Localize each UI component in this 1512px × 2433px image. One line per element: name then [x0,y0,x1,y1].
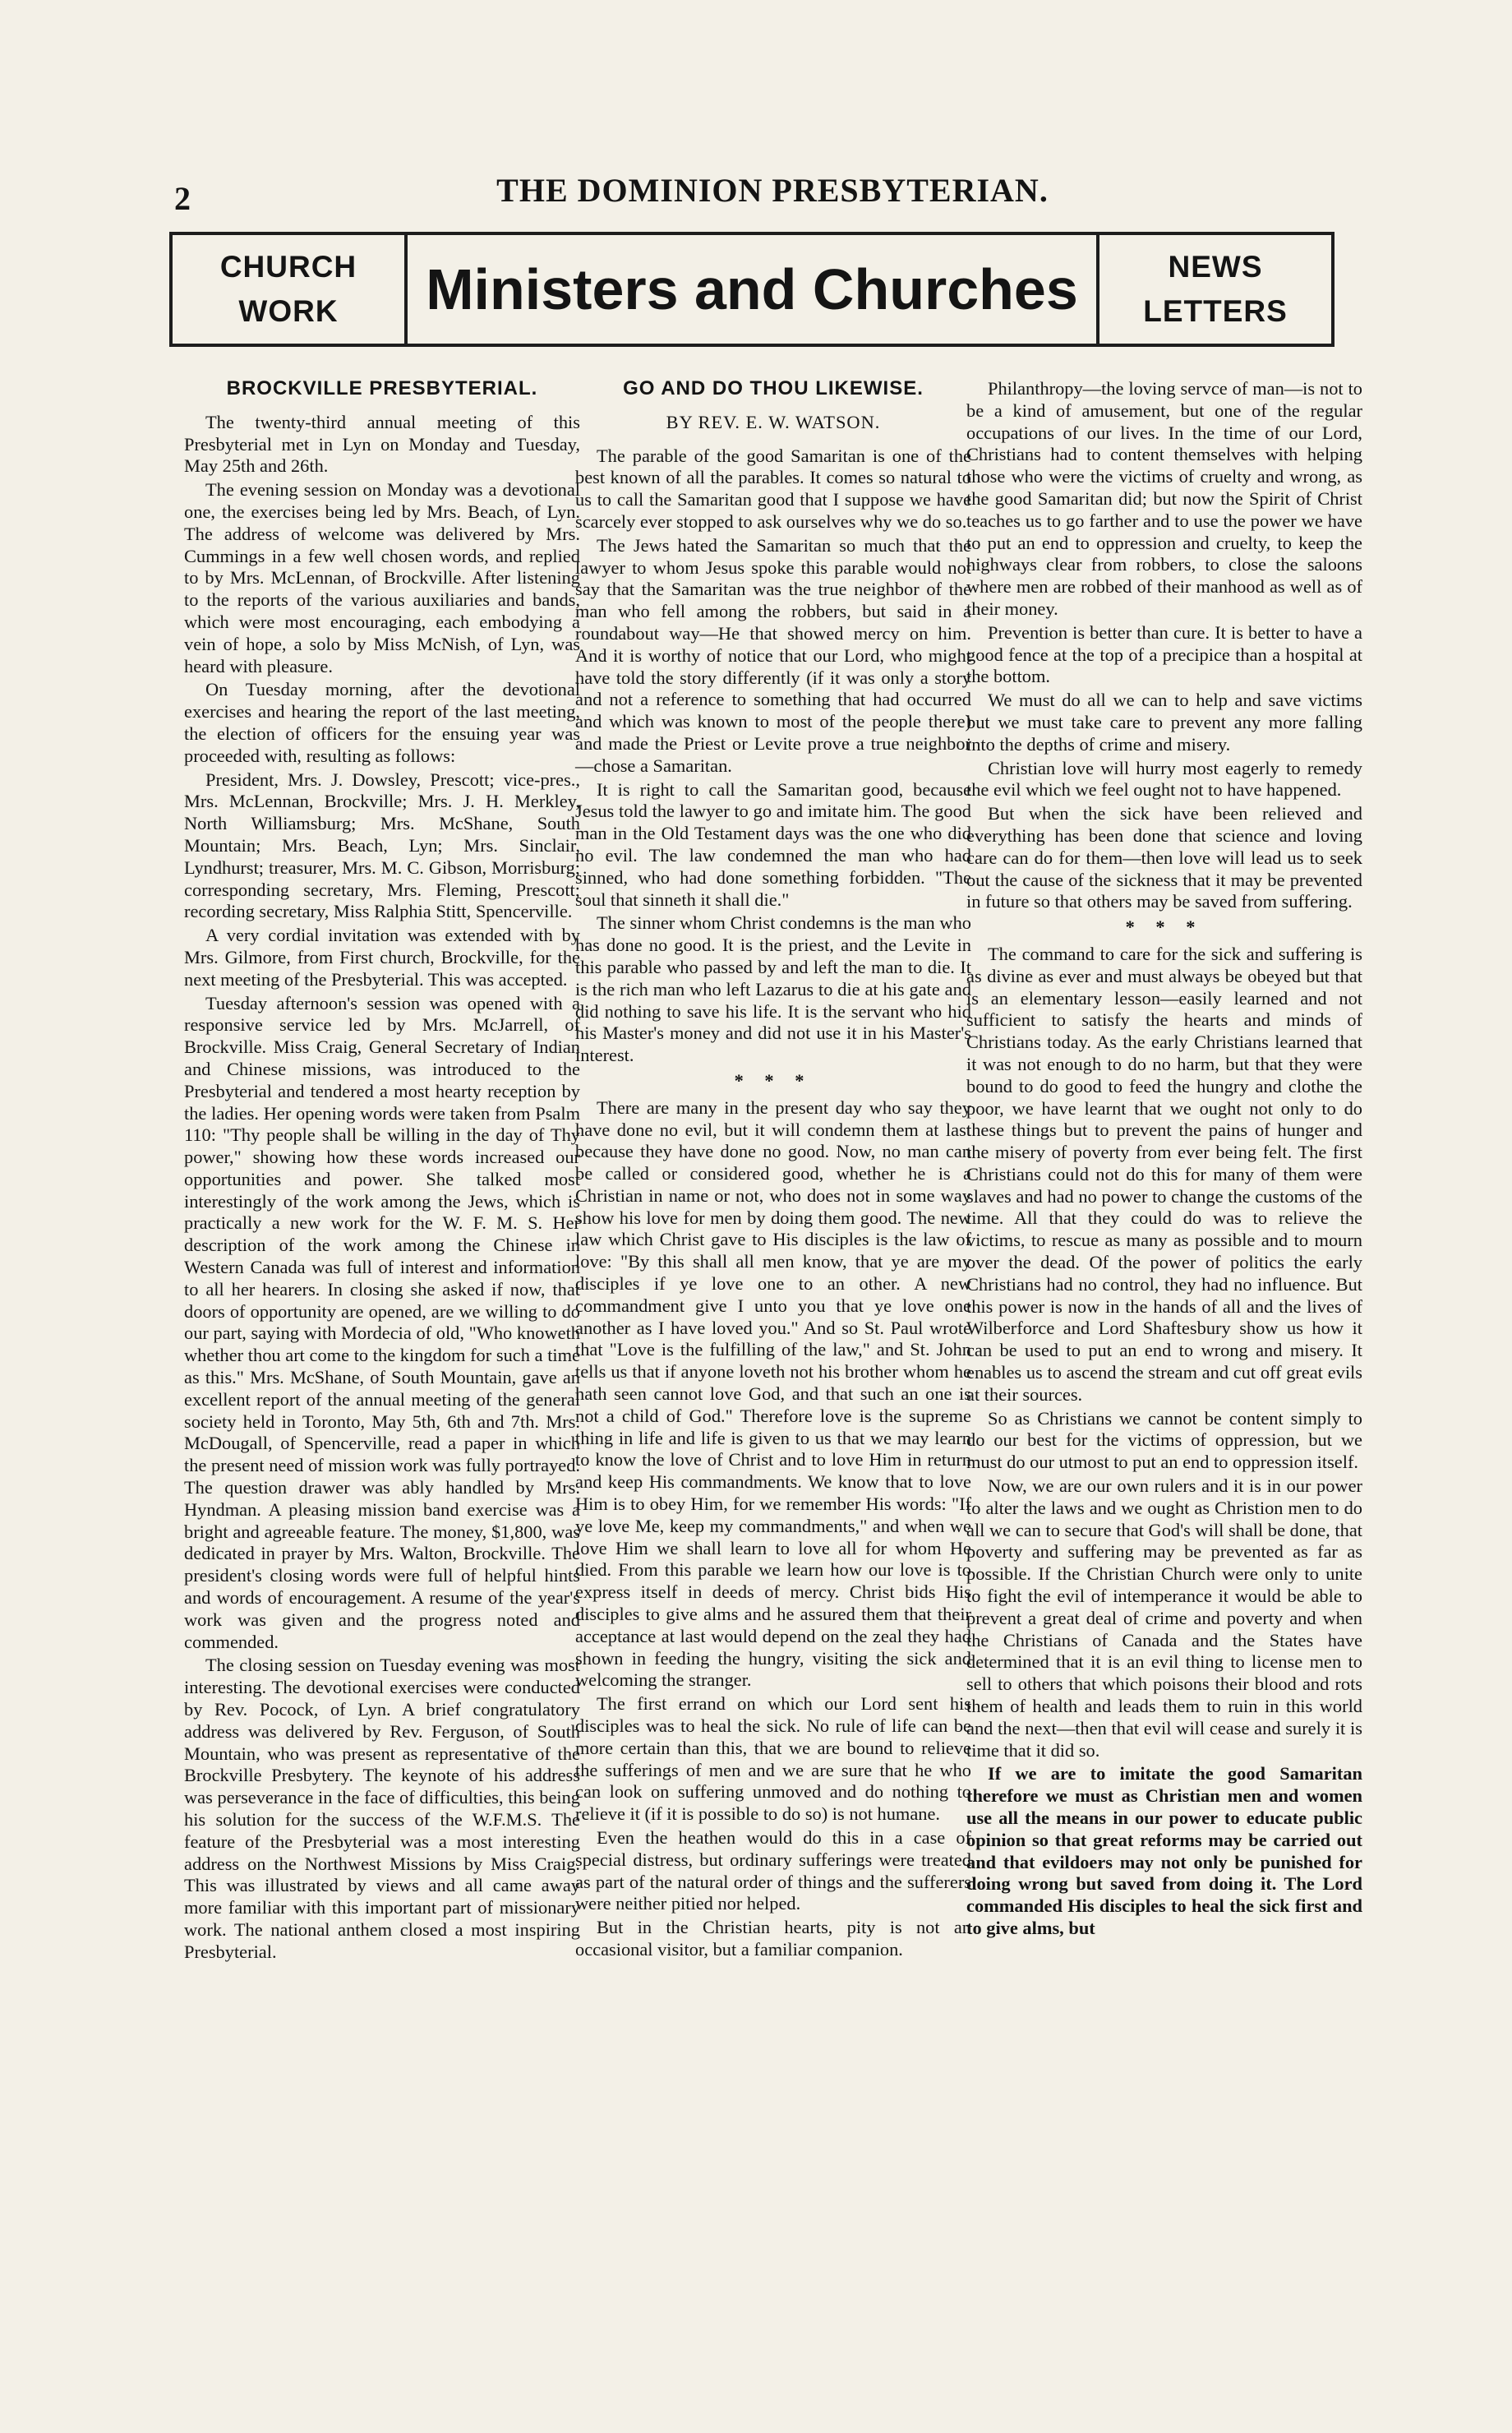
section-banner [169,232,1335,347]
banner-right-line-2: LETTERS [1143,294,1288,328]
paragraph: It is right to call the Samaritan good, because Jesus told the lawyer to go and imitate him. The good man in the Old Testament days was the one who did no evil. The law condemned the man who had sinned, who had done something forbidden. "The soul that sinneth it shall die." [575,778,971,910]
article-heading-brockville: BROCKVILLE PRESBYTERIAL. [226,377,538,399]
paragraph: Even the heathen would do this in a case of special distress, but ordinary sufferings were treated as part of the natural order of things and the sufferers were neither pitied nor helped. [575,1827,971,1914]
byline: BY REV. E. W. WATSON. [666,411,881,432]
paragraph: The closing session on Tuesday evening was most interesting. The devotional exercises were conducted by Rev. Pocock, of Lyn. A brief congratulatory address was delivered by Rev. Ferguson, of South Mountain, who was present as representative of the Brockville Presbytery. The keynote of his address was perseverance in the face of difficulties, this being his solution for the success of the W.F.M.S. The feature of the Presbyterial was a most interesting address on the Northwest Missions by Miss Craig. This was illustrated by views and all came away more familiar with this important part of missionary work. The national anthem closed a most inspiring Presbyterial. [184,1655,580,1962]
paragraph: The sinner whom Christ condemns is the man who has done no good. It is the priest, and the Levite in this parable who passed by and left the man to die. It is the rich man who left Lazarus to die at his gate and did nothing to save his life. It is the servant who hid his Master's money and did not use it in his Master's interest. [575,912,971,1066]
section-separator: * * * [734,1069,813,1091]
paragraph: So as Christians we cannot be content simply to do our best for the victims of oppression, but we must do our utmost to put an end to oppression itself. [966,1407,1362,1473]
banner-right-line-1: NEWS [1168,250,1263,284]
banner-right-box [1096,235,1331,344]
page-number: 2 [174,180,191,217]
banner-title: Ministers and Churches [426,257,1078,321]
paragraph: The first errand on which our Lord sent his disciples was to heal the sick. No rule of life can be more certain than this, that we are bound to relieve the sufferings of men and we are sure that he who can look on suffering unmoved and do nothing to relieve it (if it is possible to do so) is not humane. [575,1693,971,1825]
paragraph: We must do all we can to help and save victims but we must take care to prevent any more falling into the depths of crime and misery. [966,690,1362,755]
running-head: THE DOMINION PRESBYTERIAN. [496,172,1049,209]
paragraph: The Jews hated the Samaritan so much that the lawyer to whom Jesus spoke this parable would not say that the Samaritan was the true neighbor of the man who fell among the robbers, but said in a roundabout way—He that showed mercy on him. And it is worthy of notice that our Lord, who might have told the story differently (if it was only a story and not a reference to something that had occurred and which was known to most of the people there) and made the Priest or Levite prove a true neighbor—chose a Samaritan. [575,534,971,776]
paragraph: The evening session on Monday was a devotional one, the exercises being led by Mrs. Beach, of Lyn. The address of welcome was delivered by Mrs. Cummings in a few well chosen words, and replied to by Mrs. McLennan, of Brockville. After listening to the reports of the various auxiliaries and bands, which were most encouraging, each embodying a vein of hope, a solo by Miss McNish, of Lyn, was heard with pleasure. [184,479,580,676]
banner-left-line-1: CHURCH [219,250,357,284]
paragraph: A very cordial invitation was extended with by Mrs. Gilmore, from First church, Brockville, for the next meeting of the Presbyterial. This was accepted. [184,925,580,990]
paragraph: President, Mrs. J. Dowsley, Prescott; vice-pres., Mrs. McLennan, Brockville; Mrs. J. H. Merkley, North Williamsburg; Mrs. McShane, South Mountain; Mrs. Beach, Lyn; Mrs. Sinclair, Lyndhurst; treasurer, Mrs. M. C. Gibson, Morrisburg; corresponding secretary, Mrs. Fleming, Prescott; recording secretary, Miss Ralphia Stitt, Spencerville. [184,769,580,922]
article-heading-go-and-do: GO AND DO THOU LIKEWISE. [623,377,924,399]
paragraph: Now, we are our own rulers and it is in our power to alter the laws and we ought as Christion men to do all we can to secure that God's will shall be done, that poverty and suffering may be prevented as far as possible. If the Christian Church were only to unite to fight the evil of intemperance it would be able to prevent a great deal of crime and poverty and when the Christians of Canada and the States have determined that it is an evil thing to license men to sell to others that which poisons their blood and rots them of health and leads them to ruin in this world and the next—then that evil will cease and surely it is time that it did so. [966,1475,1362,1761]
paragraph: Tuesday afternoon's session was opened with a responsive service led by Mrs. McJarrell, of Brockville. Miss Craig, General Secretary of Indian and Chinese missions, was introduced to the Presbyterial and tendered a most hearty reception by the ladies. Her opening words were taken from Psalm 110: "Thy people shall be willing in the day of Thy power," showing how these words increased our opportunities and power. She talked most interestingly of the work among the Jews, which is practically a new work for the W. F. M. S. Her description of the work among the Chinese in Western Canada was full of interest and information to all her hearers. In closing she asked if now, that doors of opportunity are opened, are we willing to do our part, saying with Mordecia of old, "Who knoweth whether thou art come to the kingdom for such a time as this." Mrs. McShane, of South Mountain, gave an excellent report of the annual meeting of the general society held in Toronto, May 5th, 6th and 7th. Mrs. McDougall, of Spencerville, read a paper in which the present need of mission work was fully portrayed. The question drawer was ably handled by Mrs. Hyndman. A pleasing mission band exercise was a bright and agreeable feature. The money, $1,800, was dedicated in prayer by Mrs. Walton, Brockville. The president's closing words were full of helpful hints and words of encouragement. A resume of the year's work was given and the progress noted and commended. [184,992,580,1652]
column-2 [575,378,971,1963]
column-3 [966,378,1362,1941]
banner-left-box [173,235,408,344]
paragraph: But when the sick have been relieved and everything has been done that science and loving care can do for them—then love will lead us to seek out the cause of the sickness that it may be prevented in future so that others may be saved from suffering. [966,803,1362,912]
column-1 [184,378,580,1965]
paragraph: Christian love will hurry most eagerly to remedy the evil which we feel ought not to have happened. [966,757,1362,801]
paragraph: But in the Christian hearts, pity is not an occasional visitor, but a familiar companion. [575,1917,971,1960]
paragraph: The twenty-third annual meeting of this Presbyterial met in Lyn on Monday and Tuesday, May 25th and 26th. [184,411,580,477]
paragraph: There are many in the present day who say they have done no evil, but it will condemn them at last because they have done no good. Now, no man can be called or considered good, whether he is a Christian in name or not, who does not in some way show his love for men by doing them good. The new law which Christ gave to His disciples is the law of love: "By this shall all men know, that ye are my disciples if ye love one to an other. A new commandment give I unto you that ye love one another as I have loved you." And so St. Paul wrote that "Love is the fulfilling of the law," and St. John tells us that if anyone loveth not his brother whom he hath seen cannot love God, and that such an one is not a child of God." Therefore love is the supreme thing in life and life is given to us that we may learn to know the love of Christ and to love Him in return and keep His commandments. We know that to love Him is to obey Him, for we remember His words: "If ye love Me, keep my commandments," and when we love Him we shall learn to love all for whom He died. From this parable we learn how our love is to express itself in deeds of mercy. Christ bids His disciples to give alms and he assured them that their acceptance at last would depend on the zeal they had shown in feeding the hungry, visiting the sick and welcoming the stranger. [575,1096,971,1691]
paragraph: Philanthropy—the loving servce of man—is not to be a kind of amusement, but one of the regular occupations of our lives. In the time of our Lord, Christians had to content themselves with helping those who were the victims of cruelty and wrong, as the good Samaritan did; but now the Spirit of Christ teaches us to go farther and to use the power we have to put an end to oppression and cruelty, to keep the highways clear from robbers, to close the saloons where men are robbed of their manhood as well as of their money. [966,378,1362,619]
paragraph: Prevention is better than cure. It is better to have a good fence at the top of a precipice than a hospital at the bottom. [966,621,1362,687]
banner-left-line-2: WORK [238,294,339,328]
paragraph: The parable of the good Samaritan is one of the best known of all the parables. It comes so natural to us to call the Samaritan good that I suppose we have scarcely ever stopped to ask ourselves why we do so. [575,445,971,532]
paragraph: If we are to imitate the good Samaritan therefore we must as Christian men and women use all the means in our power to educate public opinion so that great reforms may be carried out and that evildoers may not only be punished for doing wrong but saved from doing it. The Lord commanded His disciples to heal the sick first and to give alms, but [966,1763,1362,1938]
paragraph: The command to care for the sick and suffering is as divine as ever and must always be obeyed but that is an elementary lesson—easily learned and not sufficient to satisfy the hearts and minds of Christians today. As the early Christians learned that it was not enough to do no harm, but that they were bound to do good to feed the hungry and clothe the poor, we have learnt that we ought not only to do these things but to prevent the pains of hunger and the misery of poverty from ever being felt. The first Christians could not do this for many of them were slaves and had no power to change the customs of the time. All that they could do was to relieve the victims, to rescue as many as possible and to mourn over the dead. Of the power of politics the early Christians had no control, they had no influence. But this power is now in the hands of all and the lives of Wilberforce and Lord Shaftesbury show us how it can be used to put an end to wrong and misery. It enables us to ascend the stream and cut off great evils at their sources. [966,943,1362,1405]
paragraph: On Tuesday morning, after the devotional exercises and hearing the report of the last meeting, the election of officers for the ensuing year was proceeded with, resulting as follows: [184,679,580,766]
section-separator: * * * [1125,916,1204,938]
